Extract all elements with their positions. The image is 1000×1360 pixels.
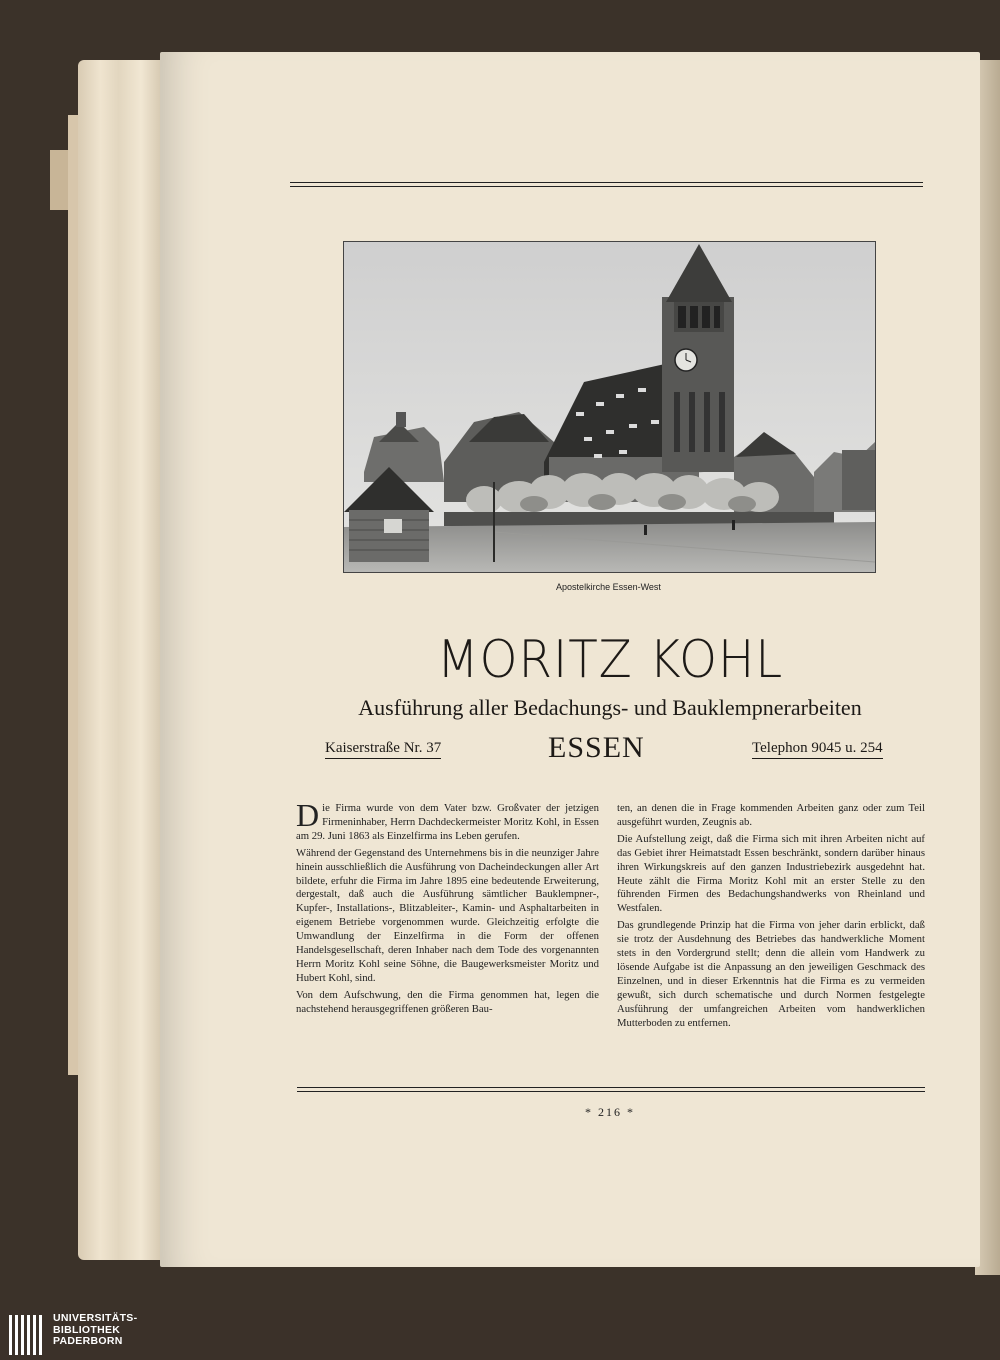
text-column-right — [617, 802, 925, 1034]
paragraph: Von dem Aufschwung, den die Firma genommen hat, legen die nachstehend herausgegriffenen größeren Bau- — [296, 988, 599, 1015]
library-logo-icon — [8, 1313, 46, 1357]
photo-caption: Apostelkirche Essen-West — [556, 582, 661, 592]
book-page-stack — [78, 60, 168, 1260]
paragraph: ten, an denen die in Frage kommenden Arbeiten ganz oder zum Teil ausgeführt wurden, Zeugnis ab. — [617, 802, 925, 828]
paragraph: Das grundlegende Prinzip hat die Firma von jeher darin erblickt, daß sie trotz der Ausdehnung des Betriebes das handwerkliche Moment stets in den Vordergrund stellt; denn die allein vom Handwerk zu lösende Aufgabe ist die Anpassung an den jeweiligen Geschmack des Einzelnen, und in dieser Erkenntnis hat die Firma es zu vermeiden gewußt, sich durch schematische und durch Normen festgelegte Ausführung der umfangreichen Arbeiten vom handwerklichen Mutterboden zu entfernen. — [617, 919, 925, 1029]
city-name: ESSEN — [548, 731, 645, 764]
company-subtitle: Ausführung aller Bedachungs- und Bauklempnerarbeiten — [358, 695, 862, 720]
paragraph: Die Aufstellung zeigt, daß die Firma sich mit ihren Arbeiten nicht auf das Gebiet ihrer Heimatstadt Essen beschränkt, sondern darüber hinaus ihren Wirkungskreis auf den ganzen Industriebezirk ausgedehnt hat. Heute zählt die Firma Moritz Kohl mit an erster Stelle zu den führenden Firmen des Bedachungshandwerks von Rheinland und Westfalen. — [617, 832, 925, 915]
phone-number: Telephon 9045 u. 254 — [752, 740, 883, 759]
logo-line: UNIVERSITÄTS- — [53, 1312, 138, 1324]
address: Kaiserstraße Nr. 37 — [325, 740, 441, 759]
library-footer — [0, 1310, 1000, 1360]
paragraph-text: ie Firma wurde von dem Vater bzw. Großvater der jetzigen Firmeninhaber, Herrn Dachdeckermeister Moritz Kohl, in Essen am 29. Juni 1863 als Einzelfirma ins Leben gerufen. — [296, 802, 599, 842]
ornament-star: * — [585, 1105, 593, 1119]
company-title: MORITZ KOHL — [436, 630, 784, 690]
logo-line: PADERBORN — [53, 1335, 123, 1347]
logo-line: BIBLIOTHEK — [53, 1323, 121, 1336]
top-rule-thin — [290, 186, 923, 187]
church-photograph — [343, 241, 876, 573]
page-number: 216 — [598, 1105, 622, 1119]
paragraph — [296, 797, 599, 844]
page-number-line — [540, 1105, 680, 1120]
paragraph: Während der Gegenstand des Unternehmens bis in die neunziger Jahre hinein ausschließlich die Ausführung von Dacheindeckungen aller Art bildete, erfuhr die Firma im Jahre 1895 eine bedeutende Erweiterung, dergestalt, daß auch die Ausführung sämtlicher Bauklempner-, Kupfer-, Installations-, Blitzableiter-, Kamin- und Asphaltarbeiten in eigenem Betriebe vorgenommen wurde. Gleichzeitig erfolgte die Umwandlung der Einzelfirma in die Form der offenen Handelsgesellschaft, deren Inhaber nach dem Tode des vorgenannten Herrn Moritz Kohl seine Söhne, die Baugewerksmeister Moritz und Hubert Kohl, sind. — [296, 846, 599, 984]
library-logo-text — [53, 1313, 137, 1348]
church-photo-illustration — [344, 242, 875, 572]
ornament-star: * — [627, 1105, 635, 1119]
bottom-rule — [297, 1087, 925, 1088]
top-rule — [290, 182, 923, 183]
bottom-rule-thin — [297, 1091, 925, 1092]
drop-cap: D — [296, 797, 320, 833]
text-column-left — [296, 797, 599, 1020]
